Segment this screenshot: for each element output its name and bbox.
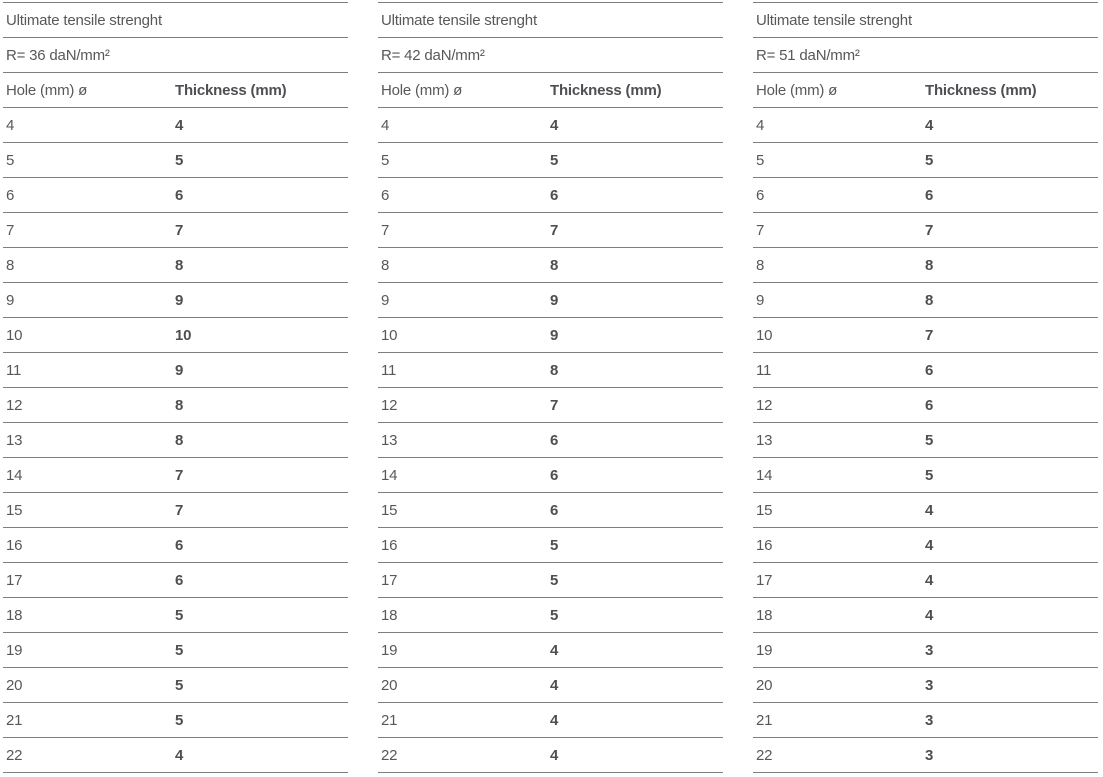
hole-cell: 17 xyxy=(6,571,23,589)
hole-cell: 4 xyxy=(381,116,390,134)
thickness-cell: 7 xyxy=(925,221,934,239)
table-row xyxy=(3,177,348,212)
table-row xyxy=(3,352,348,387)
table-row xyxy=(378,212,723,247)
table-subtitle xyxy=(3,37,348,72)
hole-cell: 11 xyxy=(756,361,772,379)
header-thickness: Thickness (mm) xyxy=(550,81,662,99)
table-row xyxy=(3,597,348,632)
thickness-cell: 6 xyxy=(175,571,184,589)
table-row xyxy=(753,107,1098,142)
table-row xyxy=(378,492,723,527)
hole-cell: 18 xyxy=(756,606,773,624)
hole-cell: 8 xyxy=(756,256,765,274)
hole-cell: 14 xyxy=(381,466,398,484)
table-row xyxy=(3,282,348,317)
thickness-cell: 7 xyxy=(925,326,934,344)
hole-cell: 16 xyxy=(756,536,773,554)
hole-cell: 19 xyxy=(756,641,773,659)
thickness-cell: 7 xyxy=(175,466,184,484)
thickness-cell: 6 xyxy=(925,186,934,204)
hole-cell: 21 xyxy=(381,711,398,729)
thickness-cell: 5 xyxy=(550,536,559,554)
table-title-text: Ultimate tensile strenght xyxy=(756,11,912,29)
table-row xyxy=(753,492,1098,527)
table-row xyxy=(753,282,1098,317)
table-row xyxy=(753,177,1098,212)
thickness-cell: 4 xyxy=(550,116,559,134)
thickness-cell: 5 xyxy=(175,641,184,659)
hole-cell: 21 xyxy=(6,711,23,729)
hole-cell: 7 xyxy=(756,221,765,239)
thickness-cell: 4 xyxy=(550,676,559,694)
hole-cell: 13 xyxy=(381,431,398,449)
hole-cell: 20 xyxy=(756,676,773,694)
hole-cell: 6 xyxy=(6,186,15,204)
table-subtitle xyxy=(378,37,723,72)
table-row xyxy=(3,457,348,492)
table-title xyxy=(753,2,1098,37)
tables-container xyxy=(3,2,1100,773)
hole-cell: 15 xyxy=(756,501,773,519)
thickness-cell: 9 xyxy=(550,326,559,344)
table-row xyxy=(3,212,348,247)
table-row xyxy=(753,422,1098,457)
table-row xyxy=(378,597,723,632)
hole-cell: 7 xyxy=(381,221,390,239)
thickness-cell: 6 xyxy=(550,501,559,519)
hole-cell: 22 xyxy=(756,746,773,764)
hole-cell: 11 xyxy=(6,361,22,379)
thickness-cell: 5 xyxy=(175,711,184,729)
hole-cell: 9 xyxy=(6,291,15,309)
table-row xyxy=(753,702,1098,737)
table-row xyxy=(378,142,723,177)
thickness-cell: 8 xyxy=(550,256,559,274)
hole-cell: 18 xyxy=(6,606,23,624)
hole-cell: 8 xyxy=(381,256,390,274)
table-row xyxy=(3,387,348,422)
hole-cell: 5 xyxy=(756,151,765,169)
hole-cell: 15 xyxy=(6,501,23,519)
thickness-cell: 6 xyxy=(550,186,559,204)
header-hole: Hole (mm) ø xyxy=(6,81,88,99)
thickness-cell: 9 xyxy=(175,361,184,379)
thickness-cell: 8 xyxy=(175,396,184,414)
table-row xyxy=(3,107,348,142)
thickness-cell: 4 xyxy=(925,571,934,589)
thickness-cell: 4 xyxy=(925,536,934,554)
thickness-cell: 3 xyxy=(925,676,934,694)
table-row xyxy=(3,527,348,562)
thickness-cell: 7 xyxy=(175,501,184,519)
thickness-cell: 5 xyxy=(550,606,559,624)
table-row xyxy=(3,492,348,527)
table-row xyxy=(378,282,723,317)
table-row xyxy=(378,457,723,492)
thickness-cell: 7 xyxy=(550,396,559,414)
thickness-cell: 4 xyxy=(175,746,184,764)
hole-cell: 6 xyxy=(756,186,765,204)
hole-cell: 12 xyxy=(6,396,23,414)
thickness-cell: 8 xyxy=(175,256,184,274)
hole-cell: 9 xyxy=(381,291,390,309)
thickness-cell: 5 xyxy=(925,466,934,484)
table-row xyxy=(753,352,1098,387)
table-header-row xyxy=(378,72,723,107)
header-hole: Hole (mm) ø xyxy=(756,81,838,99)
table-row xyxy=(3,562,348,597)
header-thickness: Thickness (mm) xyxy=(175,81,287,99)
hole-cell: 22 xyxy=(6,746,23,764)
thickness-cell: 4 xyxy=(550,711,559,729)
hole-cell: 19 xyxy=(6,641,23,659)
thickness-cell: 8 xyxy=(925,291,934,309)
thickness-cell: 8 xyxy=(925,256,934,274)
table-row xyxy=(378,317,723,352)
hole-cell: 19 xyxy=(381,641,398,659)
hole-cell: 20 xyxy=(381,676,398,694)
hole-cell: 5 xyxy=(6,151,15,169)
table-subtitle-text: R= 36 daN/mm² xyxy=(6,46,110,64)
table-row xyxy=(378,667,723,702)
hole-cell: 9 xyxy=(756,291,765,309)
header-hole: Hole (mm) ø xyxy=(381,81,463,99)
thickness-cell: 4 xyxy=(925,501,934,519)
table-row xyxy=(378,632,723,667)
header-thickness: Thickness (mm) xyxy=(925,81,1037,99)
thickness-cell: 4 xyxy=(925,606,934,624)
table-row xyxy=(753,632,1098,667)
hole-cell: 18 xyxy=(381,606,398,624)
table-row xyxy=(753,212,1098,247)
table-row xyxy=(3,317,348,352)
table-row xyxy=(753,562,1098,597)
hole-cell: 17 xyxy=(756,571,773,589)
table-row xyxy=(753,142,1098,177)
hole-cell: 20 xyxy=(6,676,23,694)
hole-cell: 15 xyxy=(381,501,398,519)
thickness-cell: 5 xyxy=(925,431,934,449)
hole-cell: 10 xyxy=(6,326,23,344)
hole-cell: 4 xyxy=(756,116,765,134)
thickness-cell: 6 xyxy=(175,536,184,554)
hole-cell: 10 xyxy=(381,326,398,344)
table-row xyxy=(753,527,1098,562)
thickness-cell: 3 xyxy=(925,641,934,659)
table-title xyxy=(378,2,723,37)
table-row xyxy=(378,177,723,212)
table-row xyxy=(3,142,348,177)
hole-cell: 6 xyxy=(381,186,390,204)
table-header-row xyxy=(3,72,348,107)
hole-cell: 14 xyxy=(756,466,773,484)
thickness-cell: 5 xyxy=(925,151,934,169)
table-row xyxy=(3,632,348,667)
table-row xyxy=(378,737,723,773)
table-row xyxy=(3,702,348,737)
hole-cell: 8 xyxy=(6,256,15,274)
thickness-cell: 8 xyxy=(175,431,184,449)
thickness-cell: 4 xyxy=(550,746,559,764)
table-row xyxy=(3,667,348,702)
hole-cell: 21 xyxy=(756,711,773,729)
table-row xyxy=(378,702,723,737)
table-row xyxy=(378,107,723,142)
table-subtitle-text: R= 42 daN/mm² xyxy=(381,46,485,64)
table-subtitle-text: R= 51 daN/mm² xyxy=(756,46,860,64)
hole-cell: 17 xyxy=(381,571,398,589)
table-row xyxy=(3,247,348,282)
thickness-cell: 7 xyxy=(175,221,184,239)
thickness-cell: 10 xyxy=(175,326,192,344)
thickness-cell: 7 xyxy=(550,221,559,239)
thickness-cell: 6 xyxy=(175,186,184,204)
hole-cell: 4 xyxy=(6,116,15,134)
hole-cell: 7 xyxy=(6,221,15,239)
table-title xyxy=(3,2,348,37)
hole-cell: 10 xyxy=(756,326,773,344)
table-header-row xyxy=(753,72,1098,107)
thickness-cell: 6 xyxy=(550,466,559,484)
table-title-text: Ultimate tensile strenght xyxy=(6,11,162,29)
thickness-cell: 9 xyxy=(175,291,184,309)
table-subtitle xyxy=(753,37,1098,72)
thickness-cell: 5 xyxy=(175,676,184,694)
table-row xyxy=(753,597,1098,632)
table-row xyxy=(753,317,1098,352)
table-row xyxy=(378,562,723,597)
table-row xyxy=(753,387,1098,422)
hole-cell: 16 xyxy=(6,536,23,554)
hole-cell: 16 xyxy=(381,536,398,554)
hole-cell: 13 xyxy=(6,431,23,449)
thickness-cell: 5 xyxy=(550,571,559,589)
thickness-cell: 5 xyxy=(175,151,184,169)
thickness-cell: 5 xyxy=(550,151,559,169)
thickness-cell: 4 xyxy=(925,116,934,134)
hole-cell: 14 xyxy=(6,466,23,484)
table-row xyxy=(3,737,348,773)
thickness-cell: 6 xyxy=(550,431,559,449)
table-row xyxy=(378,527,723,562)
table-r51 xyxy=(753,2,1098,773)
thickness-cell: 8 xyxy=(550,361,559,379)
table-row xyxy=(753,247,1098,282)
hole-cell: 5 xyxy=(381,151,390,169)
table-row xyxy=(3,422,348,457)
table-row xyxy=(378,352,723,387)
thickness-cell: 5 xyxy=(175,606,184,624)
table-row xyxy=(378,422,723,457)
hole-cell: 13 xyxy=(756,431,773,449)
hole-cell: 11 xyxy=(381,361,397,379)
table-row xyxy=(753,457,1098,492)
thickness-cell: 6 xyxy=(925,361,934,379)
thickness-cell: 6 xyxy=(925,396,934,414)
hole-cell: 12 xyxy=(756,396,773,414)
table-row xyxy=(753,737,1098,773)
table-row xyxy=(378,247,723,282)
table-row xyxy=(378,387,723,422)
table-title-text: Ultimate tensile strenght xyxy=(381,11,537,29)
thickness-cell: 3 xyxy=(925,746,934,764)
hole-cell: 22 xyxy=(381,746,398,764)
thickness-cell: 3 xyxy=(925,711,934,729)
table-r36 xyxy=(3,2,348,773)
thickness-cell: 9 xyxy=(550,291,559,309)
hole-cell: 12 xyxy=(381,396,398,414)
table-row xyxy=(753,667,1098,702)
thickness-cell: 4 xyxy=(550,641,559,659)
thickness-cell: 4 xyxy=(175,116,184,134)
table-r42 xyxy=(378,2,723,773)
